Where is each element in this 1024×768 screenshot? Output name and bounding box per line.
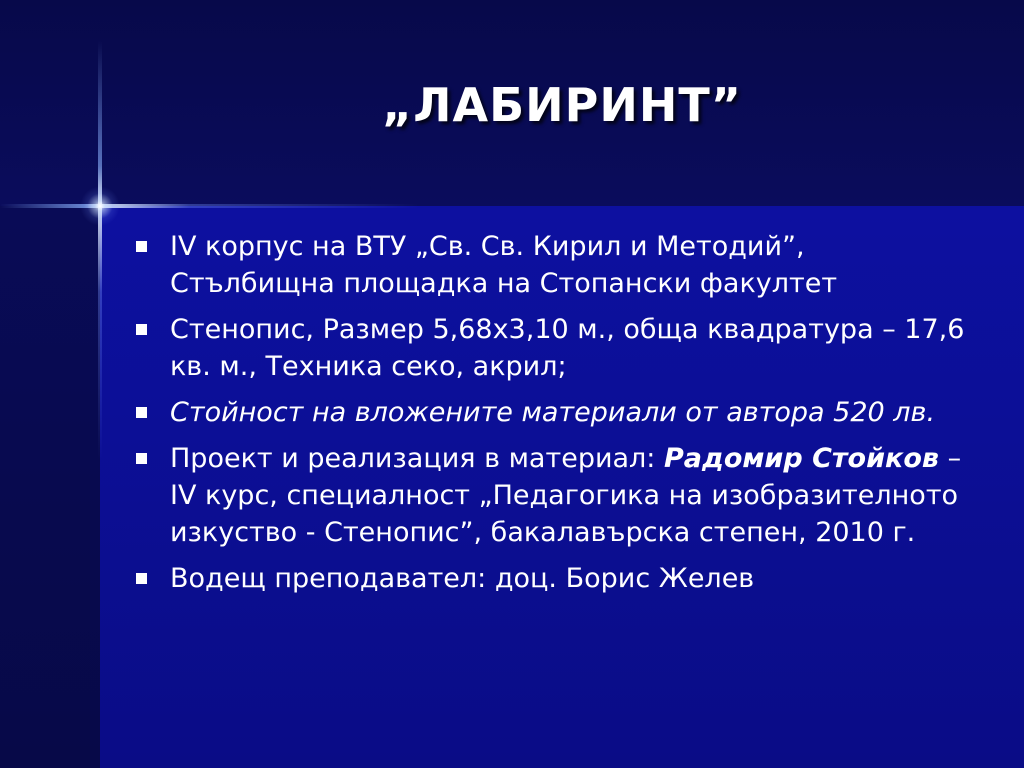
bullet-item bbox=[130, 228, 970, 302]
left-band bbox=[0, 206, 100, 768]
slide-title: „ЛАБИРИНТ” bbox=[382, 78, 742, 132]
bullet-item bbox=[130, 560, 970, 597]
bullet-text-prefix: Проект и реализация в материал: bbox=[170, 443, 664, 474]
square-bullet-icon bbox=[136, 407, 147, 418]
bullet-text: Стойност на вложените материали от автора 520 лв. bbox=[170, 397, 936, 428]
bullet-text-suffix: – IV курс, специалност „Педагогика на изобразителното изкуство - Стенопис”, бакалавърска степен, 2010 г. bbox=[170, 443, 962, 548]
bullet-text: Водещ преподавател: доц. Борис Желев bbox=[170, 563, 755, 594]
author-name: Радомир Стойков bbox=[664, 443, 939, 474]
horizontal-glow-line bbox=[0, 204, 420, 208]
bullet-text: IV корпус на ВТУ „Св. Св. Кирил и Методий”, Стълбищна площадка на Стопански факултет bbox=[170, 231, 838, 299]
square-bullet-icon bbox=[136, 324, 147, 335]
sparkle-star-icon bbox=[80, 186, 120, 226]
square-bullet-icon bbox=[136, 453, 147, 464]
square-bullet-icon bbox=[136, 241, 147, 252]
bullet-item bbox=[130, 311, 970, 385]
square-bullet-icon bbox=[136, 573, 147, 584]
bullet-item bbox=[130, 440, 970, 551]
bullet-list bbox=[130, 228, 970, 606]
bullet-text: Стенопис, Размер 5,68х3,10 м., обща квадратура – 17,6 кв. м., Техника секо, акрил; bbox=[170, 314, 965, 382]
bullet-item bbox=[130, 394, 970, 431]
